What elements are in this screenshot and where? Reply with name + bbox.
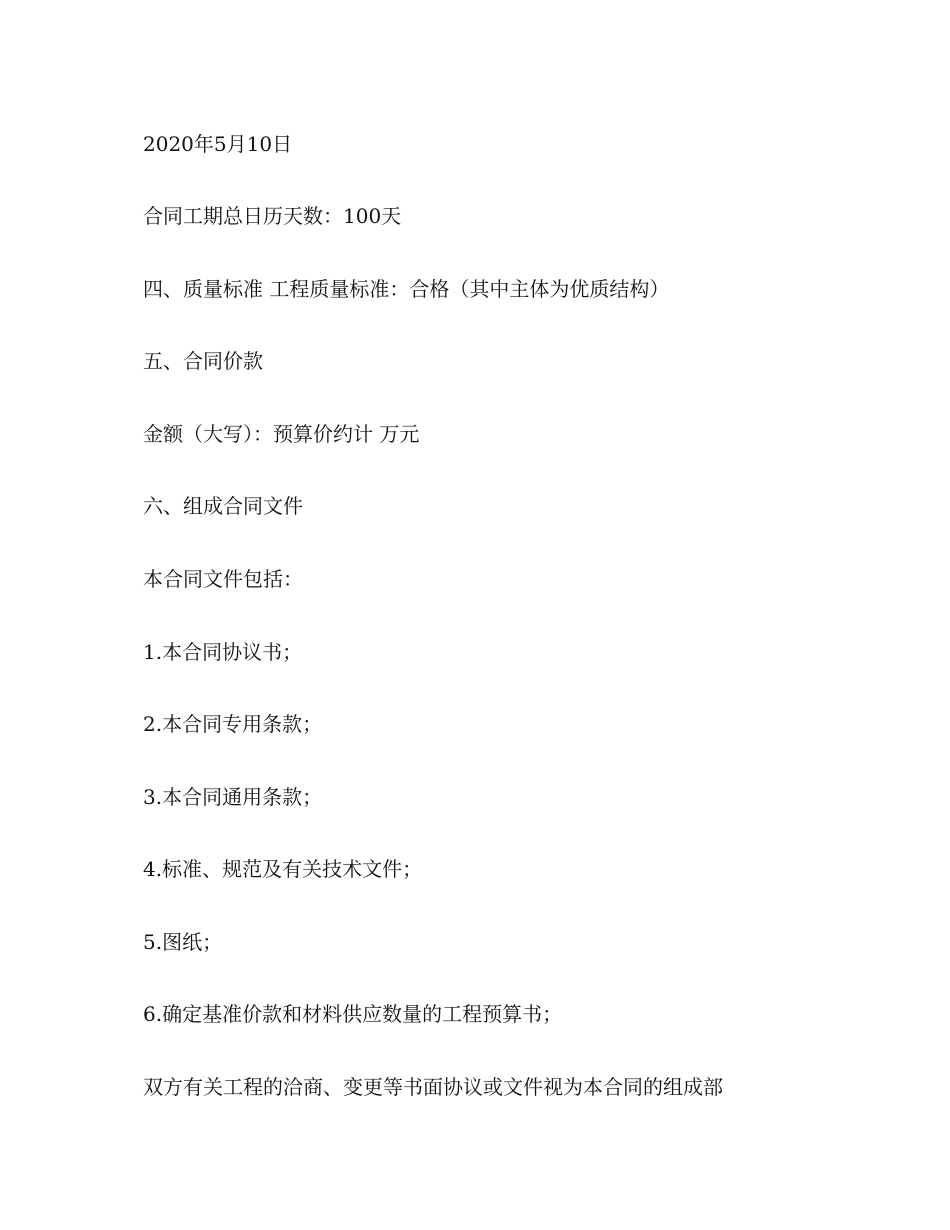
date-line: 2020年5月10日 bbox=[143, 132, 293, 156]
list-item: 4.标准、规范及有关技术文件； bbox=[143, 857, 423, 881]
closing-paragraph-line: 双方有关工程的洽商、变更等书面协议或文件视为本合同的组成部 bbox=[143, 1075, 723, 1099]
list-item: 3.本合同通用条款； bbox=[143, 785, 323, 809]
list-item: 6.确定基准价款和材料供应数量的工程预算书； bbox=[143, 1002, 563, 1026]
list-item: 5.图纸； bbox=[143, 930, 223, 954]
amount-line: 金额（大写）：预算价约计 万元 bbox=[143, 422, 420, 446]
list-item: 2.本合同专用条款； bbox=[143, 712, 323, 736]
documents-intro-line: 本合同文件包括： bbox=[143, 567, 303, 591]
quality-standard-line: 四、质量标准 工程质量标准：合格（其中主体为优质结构） bbox=[143, 277, 670, 301]
section-heading-contract-price: 五、合同价款 bbox=[143, 349, 263, 373]
contract-duration-line: 合同工期总日历天数：100天 bbox=[143, 204, 402, 228]
list-item: 1.本合同协议书； bbox=[143, 640, 303, 664]
section-heading-contract-documents: 六、组成合同文件 bbox=[143, 494, 303, 518]
